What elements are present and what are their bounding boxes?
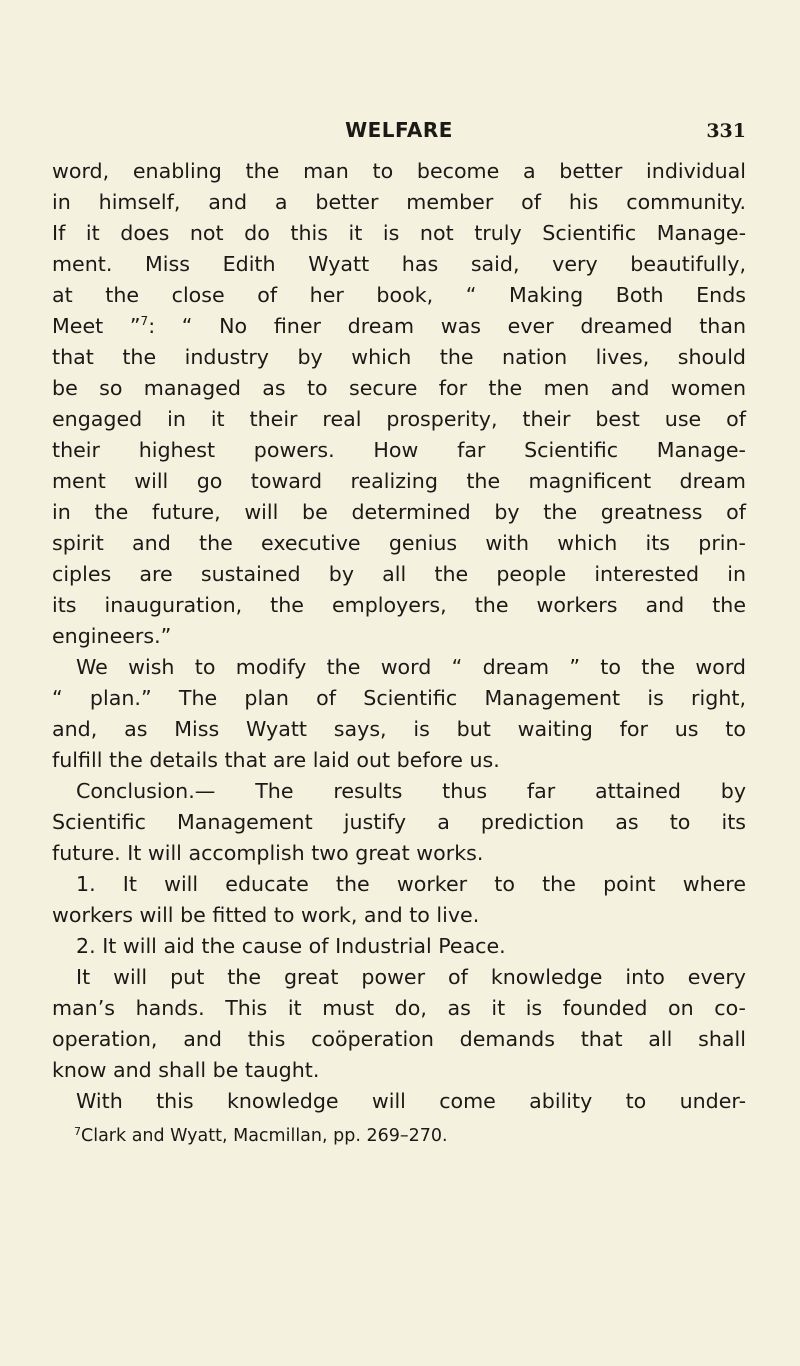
text-line: 2. It will aid the cause of Industrial Peace. xyxy=(76,934,506,958)
text-line: 1. It will educate the worker to the point where xyxy=(76,872,746,896)
footnote-reference: 7 xyxy=(140,314,149,328)
text-line: in himself, and a better member of his community. xyxy=(52,190,746,214)
page-header xyxy=(52,108,746,156)
running-head: WELFARE xyxy=(345,118,453,142)
text-line: their highest powers. How far Scientific Manage- xyxy=(52,438,746,462)
text-line: engaged in it their real prosperity, their best use of xyxy=(52,407,746,431)
text-line: and, as Miss Wyatt says, is but waiting for us to xyxy=(52,717,746,741)
text-line: word, enabling the man to become a better individual xyxy=(52,159,746,183)
text-line: future. It will accomplish two great works. xyxy=(52,841,484,865)
text-line: in the future, will be determined by the greatness of xyxy=(52,500,746,524)
text-line: ment will go toward realizing the magnificent dream xyxy=(52,469,746,493)
text-line: at the close of her book, “ Making Both Ends xyxy=(52,283,746,307)
text-line: fulfill the details that are laid out before us. xyxy=(52,748,500,772)
text-line: ciples are sustained by all the people interested in xyxy=(52,562,746,586)
text-line: Scientific Management justify a prediction as to its xyxy=(52,810,746,834)
conclusion-text: The results thus far attained by xyxy=(255,779,747,803)
meet-rest: : “ No finer dream was ever dreamed than xyxy=(148,314,746,338)
text-line: operation, and this coöperation demands that all shall xyxy=(52,1027,746,1051)
footnote-text: Clark and Wyatt, Macmillan, pp. 269–270. xyxy=(81,1126,448,1146)
footnote xyxy=(52,1123,746,1149)
text-line: We wish to modify the word “ dream ” to the word xyxy=(76,655,746,679)
text-line-meet xyxy=(52,311,746,342)
text-line: man’s hands. This it must do, as it is founded on co- xyxy=(52,996,746,1020)
page-number: 331 xyxy=(706,120,746,142)
text-line-conclusion xyxy=(52,776,746,807)
text-line: spirit and the executive genius with which its prin- xyxy=(52,531,746,555)
meet-start: Meet ” xyxy=(52,314,141,338)
text-line: It will put the great power of knowledge into every xyxy=(76,965,746,989)
text-line: With this knowledge will come ability to under- xyxy=(76,1089,746,1113)
book-page xyxy=(52,108,746,1149)
text-line: workers will be fitted to work, and to live. xyxy=(52,903,480,927)
conclusion-heading: Conclusion.— xyxy=(76,779,216,803)
text-line: If it does not do this it is not truly Scientific Manage- xyxy=(52,221,746,245)
footnote-mark: 7 xyxy=(74,1125,81,1138)
text-line: ment. Miss Edith Wyatt has said, very beautifully, xyxy=(52,252,746,276)
text-line: be so managed as to secure for the men and women xyxy=(52,376,746,400)
text-line: engineers.” xyxy=(52,624,172,648)
text-line: that the industry by which the nation lives, should xyxy=(52,345,746,369)
text-line: know and shall be taught. xyxy=(52,1058,320,1082)
text-line: its inauguration, the employers, the workers and the xyxy=(52,593,746,617)
text-line: “ plan.” The plan of Scientific Management is right, xyxy=(52,686,746,710)
body-text xyxy=(52,156,746,1117)
